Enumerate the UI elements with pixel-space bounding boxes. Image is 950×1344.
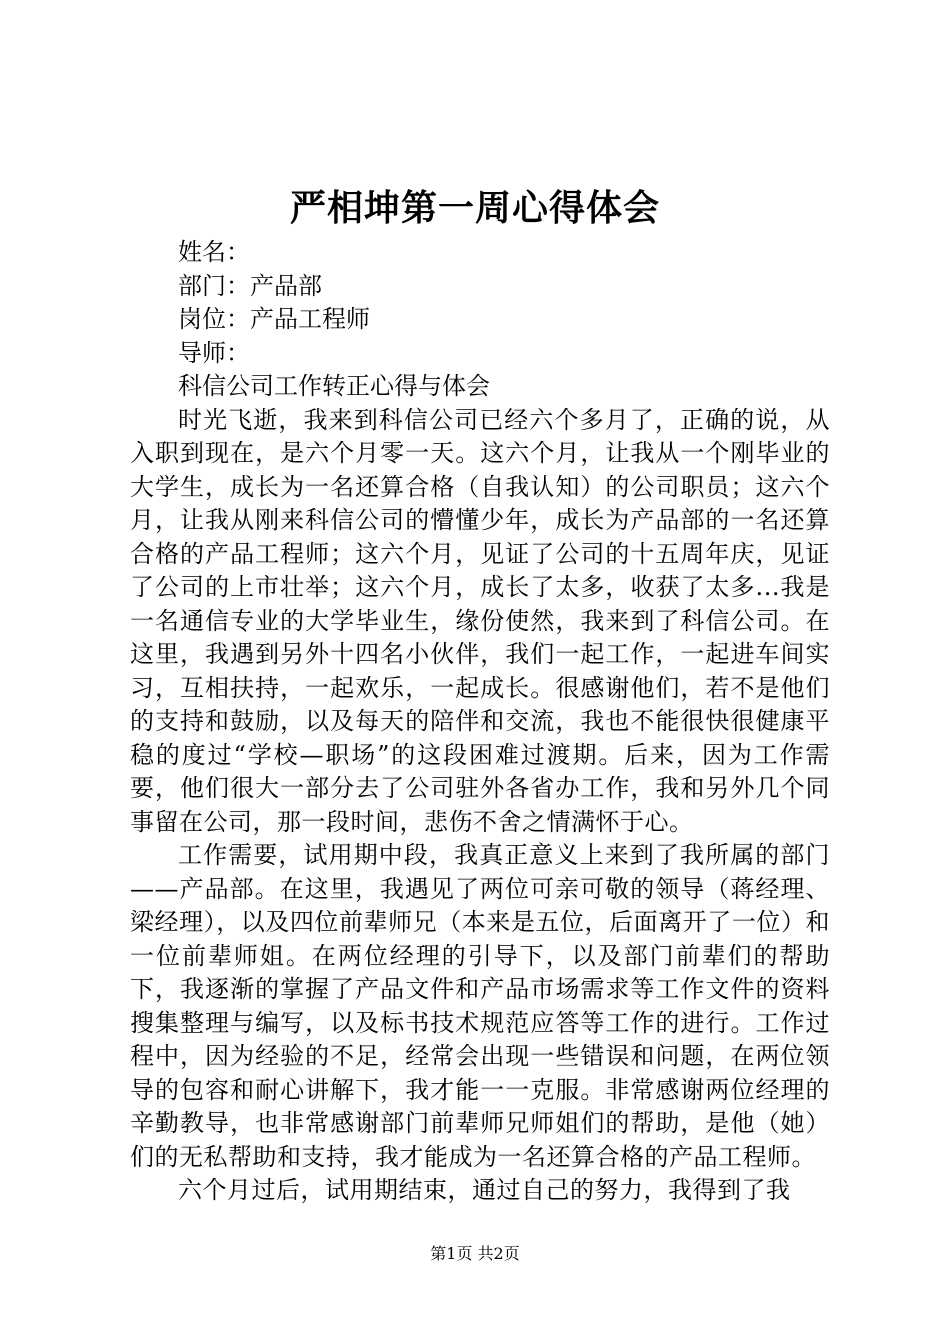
meta-department: 部门：产品部 (178, 271, 322, 300)
paragraph: 六个月过后，试用期结束，通过自己的努力，我得到了我 (178, 1176, 791, 1204)
meta-mentor: 导师： (178, 338, 250, 367)
paragraph: 时光飞逝，我来到科信公司已经六个多月了，正确的说，从入职到现在，是六个月零一天。这六个月，让我从一个刚毕业的大学生，成长为一名还算合格（自我认知）的公司职员；这六个月，让我从刚来科信公司的懵懂少年，成长为产品部的一名还算合格的产品工程师；这六个月，见证了公司的十五周年庆，见证了公司的上市壮举；这六个月，成长了太多，收获了太多...我是一名通信专业的大学毕业生，缘份使然，我来到了科信公司。在这里，我遇到另外十四名小伙伴，我们一起工作，一起进车间实习，互相扶持，一起欢乐，一起成长。很感谢他们，若不是他们的支持和鼓励，以及每天的陪伴和交流，我也不能很快很健康平稳的度过“学校—职场”的这段困难过渡期。后来，因为工作需要，他们很大一部分去了公司驻外各省办工作，我和另外几个同事留在公司，那一段时间，悲伤不舍之情满怀于心。 (130, 405, 830, 836)
document-body (130, 236, 830, 1208)
meta-position: 岗位：产品工程师 (178, 305, 370, 333)
page-footer: 第1页 共2页 (430, 1244, 520, 1263)
meta-name: 姓名： (178, 238, 250, 266)
document-title: 严相坤第一周心得体会 (289, 187, 660, 229)
section-heading: 科信公司工作转正心得与体会 (178, 372, 490, 400)
paragraph: 工作需要，试用期中段，我真正意义上来到了我所属的部门——产品部。在这里，我遇见了两位可亲可敬的领导（蒋经理、梁经理），以及四位前辈师兄（本来是五位，后面离开了一位）和一位前辈师姐。在两位经理的引导下，以及部门前辈们的帮助下，我逐渐的掌握了产品文件和产品市场需求等工作文件的资料搜集整理与编写，以及标书技术规范应答等工作的进行。工作过程中，因为经验的不足，经常会出现一些错误和问题，在两位领导的包容和耐心讲解下，我才能一一克服。非常感谢两位经理的辛勤教导，也非常感谢部门前辈师兄师姐们的帮助，是他（她）们的无私帮助和支持，我才能成为一名还算合格的产品工程师。 (130, 841, 830, 1171)
